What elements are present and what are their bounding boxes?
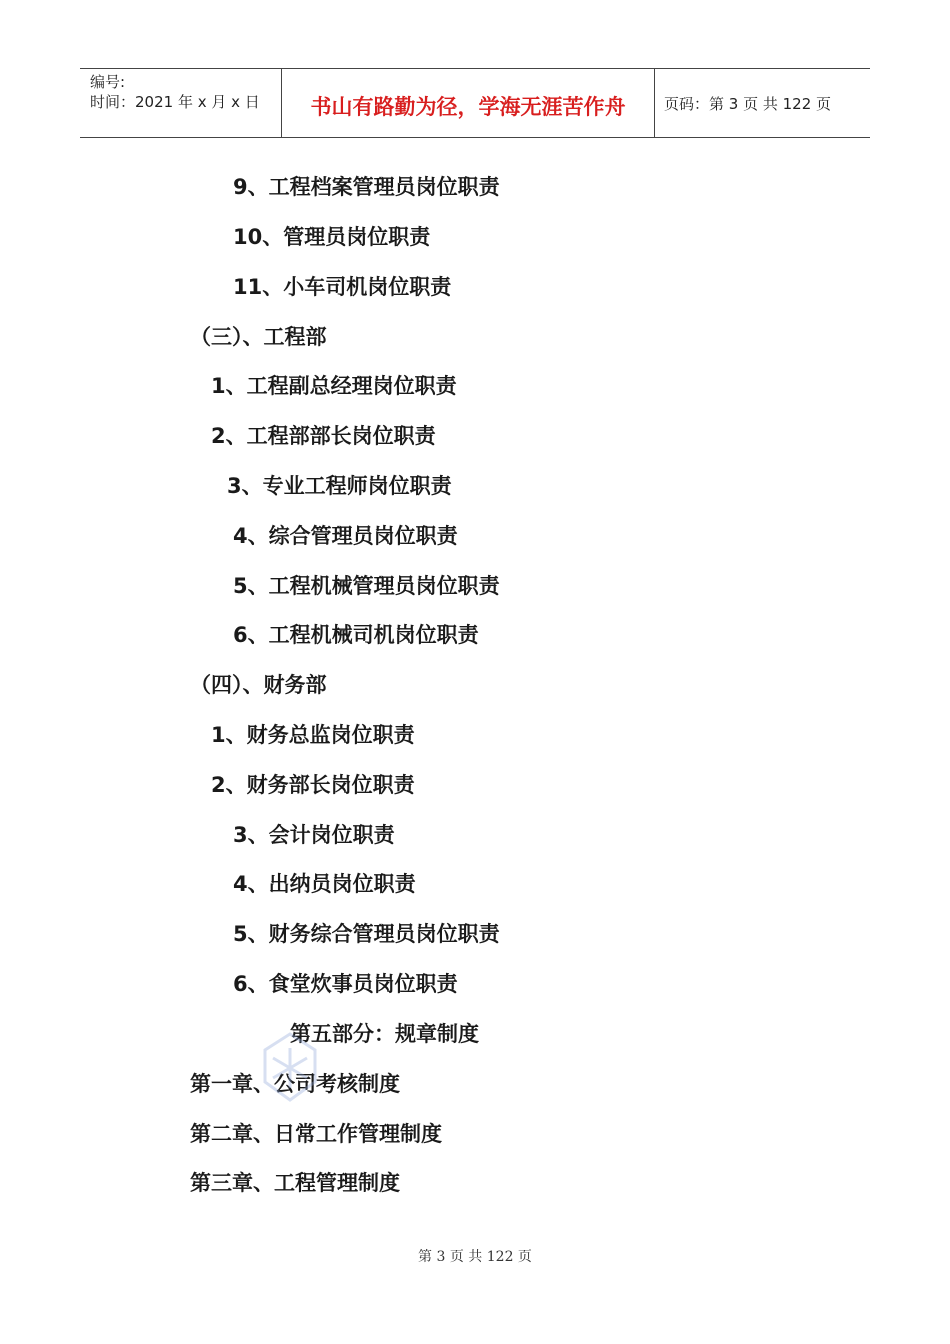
- outline-item: 2、财务部长岗位职责: [211, 773, 415, 797]
- page-info: 页码：第 3 页 共 122 页: [664, 95, 832, 113]
- outline-item: 5、工程机械管理员岗位职责: [233, 574, 500, 598]
- page-header: [80, 68, 870, 138]
- header-motto-cell: [281, 69, 655, 137]
- outline-item: 11、小车司机岗位职责: [233, 275, 452, 299]
- watermark-logo-icon: [255, 1028, 325, 1108]
- outline-item: 3、会计岗位职责: [233, 823, 395, 847]
- outline-item: 9、工程档案管理员岗位职责: [233, 175, 500, 199]
- time-label: 时间：2021 年 x 月 x 日: [90, 93, 260, 111]
- outline-item: 1、工程副总经理岗位职责: [211, 374, 457, 398]
- outline-item: 4、综合管理员岗位职责: [233, 524, 458, 548]
- header-page-cell: [654, 69, 870, 137]
- outline-item: 1、财务总监岗位职责: [211, 723, 415, 747]
- page-footer: 第 3 页 共 122 页: [418, 1249, 532, 1265]
- outline-item: 5、财务综合管理员岗位职责: [233, 922, 500, 946]
- motto: 书山有路勤为径，学海无涯苦作舟: [310, 95, 626, 119]
- chapter-item: 第三章、工程管理制度: [190, 1171, 400, 1195]
- outline-item: 2、工程部部长岗位职责: [211, 424, 436, 448]
- chapter-item: 第一章、公司考核制度: [190, 1072, 400, 1096]
- serial-label: 编号:: [90, 73, 126, 91]
- outline-item: 3、专业工程师岗位职责: [227, 474, 452, 498]
- outline-item: 4、出纳员岗位职责: [233, 872, 416, 896]
- outline-item: 6、食堂炊事员岗位职责: [233, 972, 458, 996]
- chapter-item: 第二章、日常工作管理制度: [190, 1122, 442, 1146]
- outline-item: 6、工程机械司机岗位职责: [233, 623, 479, 647]
- section-heading: （三）、工程部: [190, 325, 327, 349]
- section-heading: （四）、财务部: [190, 673, 327, 697]
- outline-item: 10、管理员岗位职责: [233, 225, 431, 249]
- header-meta: [80, 69, 281, 137]
- part-heading: 第五部分：规章制度: [290, 1022, 479, 1046]
